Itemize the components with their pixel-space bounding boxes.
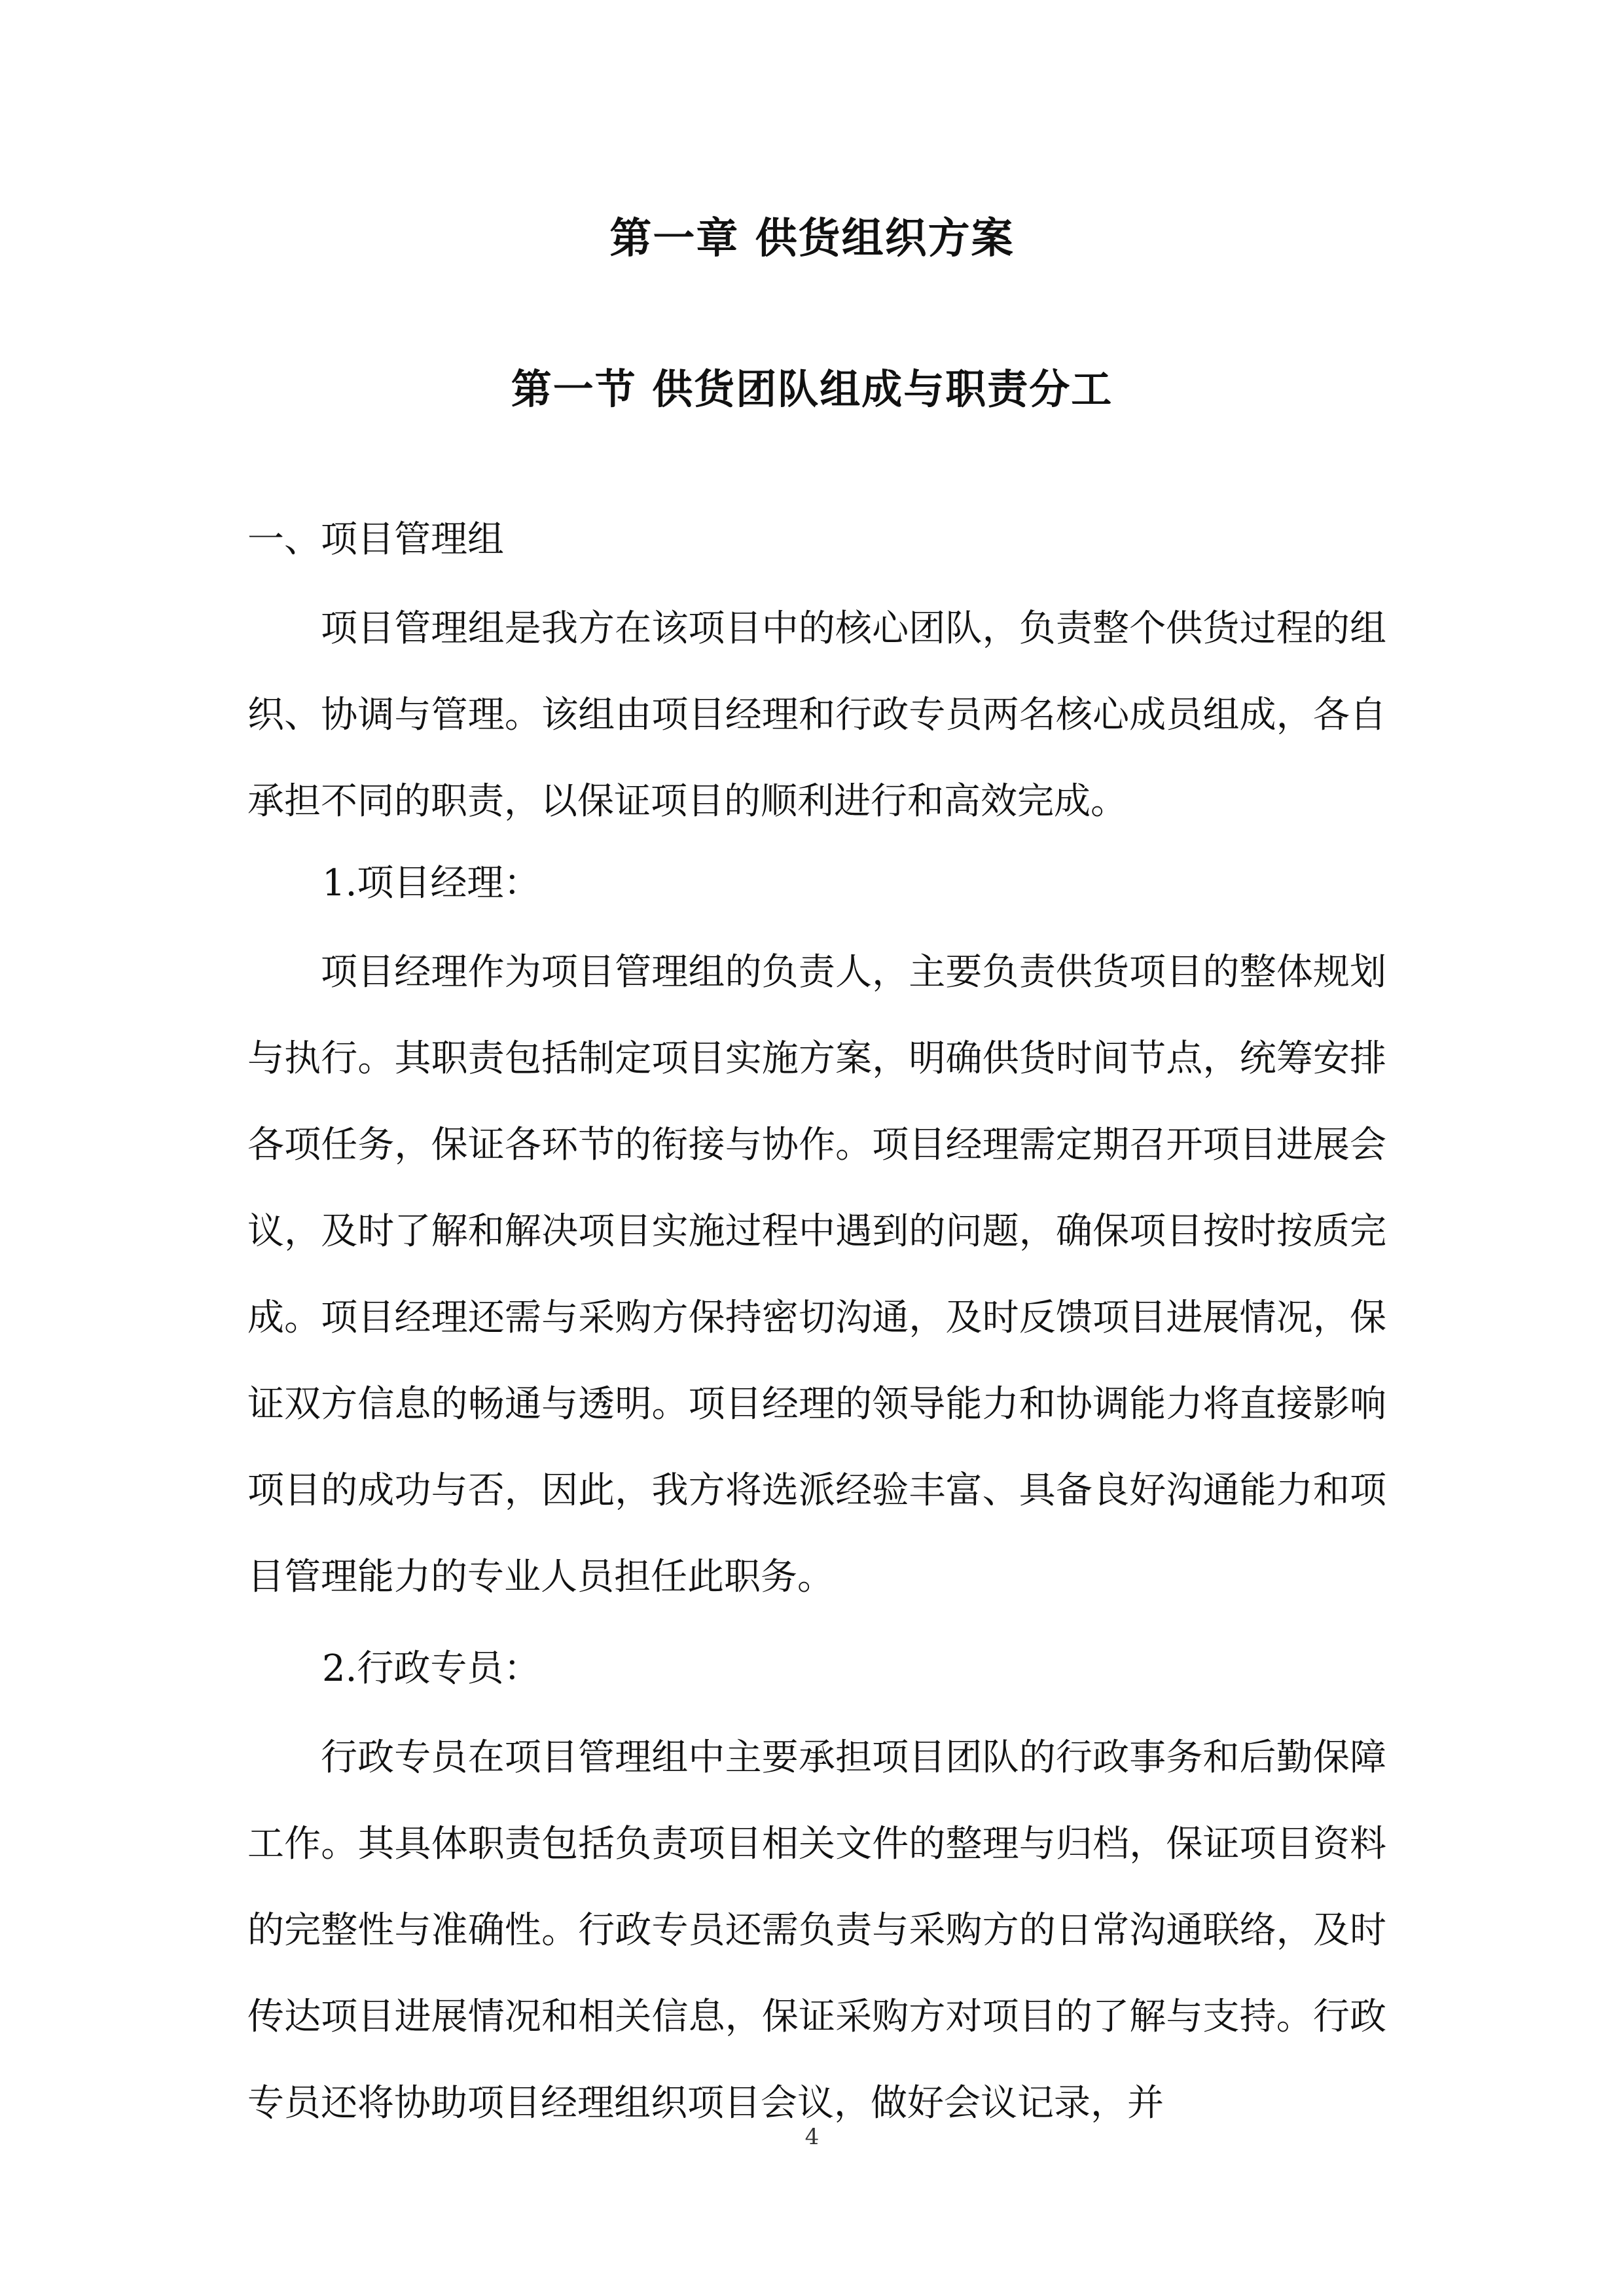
paragraph-administrative-specialist: 行政专员在项目管理组中主要承担项目团队的行政事务和后勤保障工作。其具体职责包括负责项目相关文件的整理与归档，保证项目资料的完整性与准确性。行政专员还需负责与采购方的日常沟通联络，及时传达项目进展情况和相关信息，保证采购方对项目的了解与支持。行政专员还将协助项目经理组织项目会议，做好会议记录，并	[247, 1736, 1386, 2125]
subheading-administrative-specialist: 2.行政专员：	[322, 1647, 541, 1690]
paragraph-project-manager: 项目经理作为项目管理组的负责人，主要负责供货项目的整体规划与执行。其职责包括制定项目实施方案，明确供货时间节点，统筹安排各项任务，保证各环节的衔接与协作。项目经理需定期召开项目进展会议，及时了解和解决项目实施过程中遇到的问题，确保项目按时按质完成。项目经理还需与采购方保持密切沟通，及时反馈项目进展情况，保证双方信息的畅通与透明。项目经理的领导能力和协调能力将直接影响项目的成功与否，因此，我方将选派经验丰富、具备良好沟通能力和项目管理能力的专业人员担任此职务。	[247, 951, 1386, 1598]
subheading-project-manager: 1.项目经理：	[322, 862, 541, 905]
heading-project-management-group: 一、项目管理组	[247, 518, 504, 561]
paragraph-group-overview: 项目管理组是我方在该项目中的核心团队，负责整个供货过程的组织、协调与管理。该组由项目经理和行政专员两名核心成员组成，各自承担不同的职责，以保证项目的顺利进行和高效完成。	[247, 607, 1386, 823]
page-number: 4	[804, 2124, 820, 2150]
chapter-title: 第一章 供货组织方案	[609, 214, 1015, 263]
section-title: 第一节 供货团队组成与职责分工	[511, 365, 1113, 413]
